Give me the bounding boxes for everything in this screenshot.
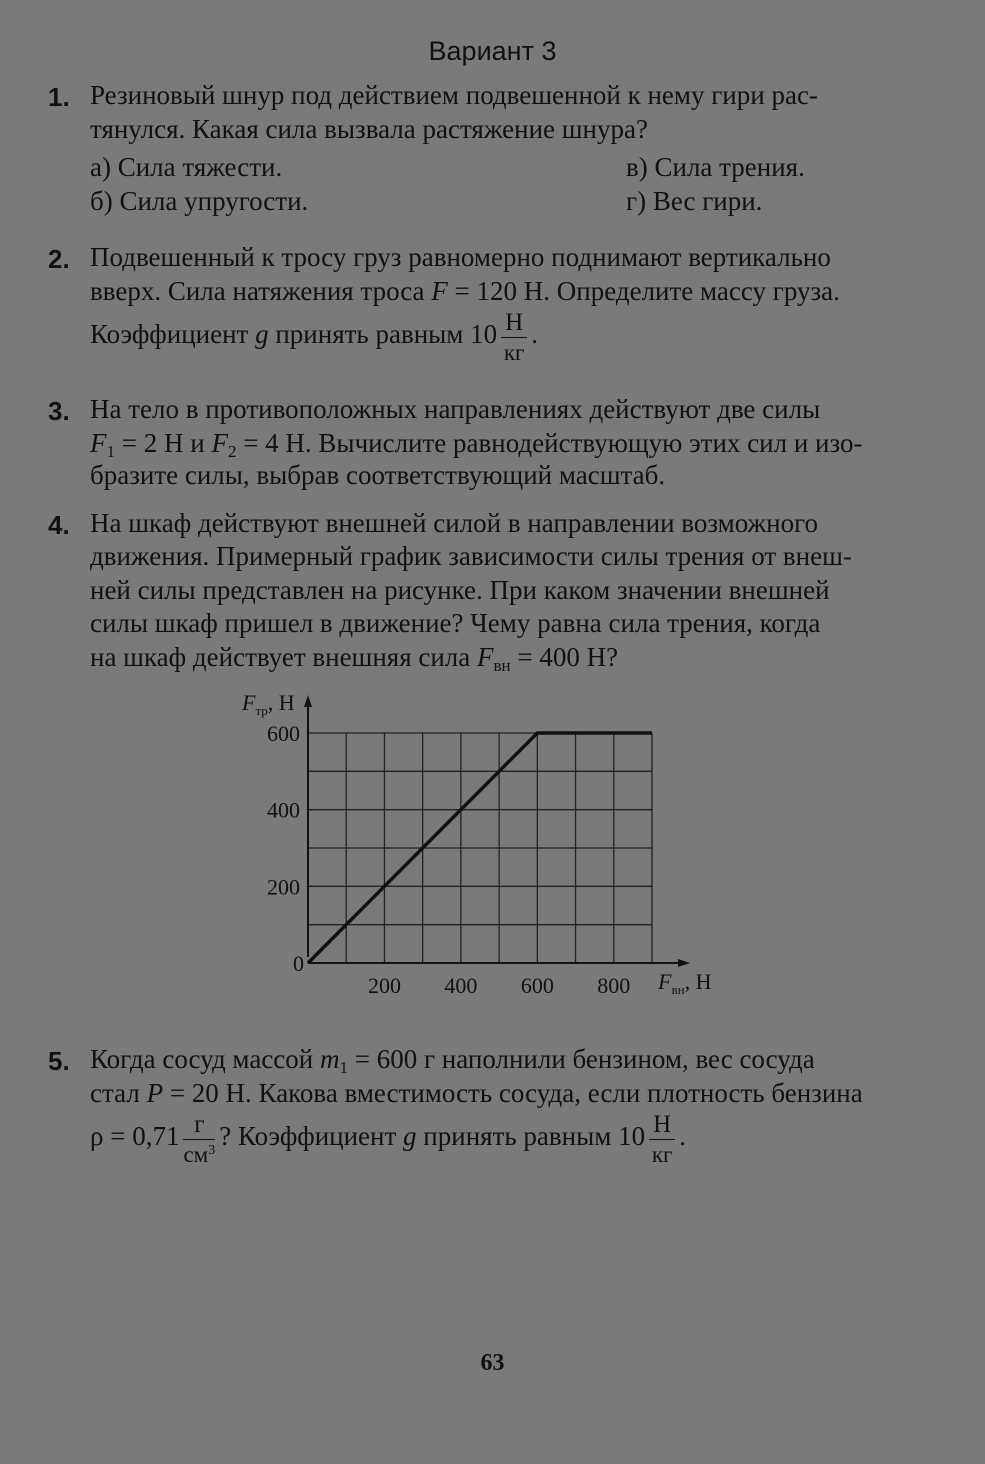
question-1-option-b: б) Сила упругости.	[90, 186, 309, 216]
x-tick-label: 400	[444, 973, 478, 998]
page-title: Вариант 3	[428, 36, 557, 66]
question-1-option-v: в) Сила трения.	[626, 152, 805, 182]
question-1-number: 1.	[48, 82, 70, 112]
question-5-number: 5.	[48, 1046, 70, 1076]
y-axis-label: $F_{тр}$, Н	[242, 690, 295, 718]
question-2-number: 2.	[48, 244, 70, 274]
question-3-text-line2: $F_1 = 2$ Н и $F_2 = 4$ Н. Вычислите равнодействующую этих сил и изо-	[90, 428, 863, 461]
question-2-text-line3: Коэффициент g принять равным 10 $\frac{Н}{кг}$ .	[90, 309, 538, 365]
question-1-option-a: а) Сила тяжести.	[90, 152, 283, 182]
x-axis-label: $F_{вн}$, Н	[658, 969, 712, 997]
question-1-text-line1: Резиновый шнур под действием подвешенной к нему гири рас-	[90, 80, 818, 110]
unit-fraction-n-per-kg: $\frac{Н}{кг}$	[501, 310, 527, 364]
question-4-text-line2: движения. Примерный график зависимости силы трения от внеш-	[90, 541, 852, 571]
question-3-number: 3.	[48, 396, 70, 426]
question-5-text-line1: Когда сосуд массой $m_1 = 600$ г наполнили бензином, вес сосуда	[90, 1044, 815, 1077]
x-axis-arrow	[678, 959, 690, 967]
y-tick-label: 0	[293, 951, 304, 976]
friction-force-chart	[230, 685, 750, 1005]
unit-fraction-n-per-kg: $\frac{Н}{кг}$	[649, 1112, 675, 1166]
question-1-option-g: г) Вес гири.	[626, 186, 763, 216]
page-number: 63	[480, 1350, 505, 1376]
question-4-text-line3: ней силы представлен на рисунке. При каком значении внешней	[90, 575, 830, 605]
x-tick-label: 600	[520, 973, 554, 998]
question-5-text-line2: стал P = 20 Н. Какова вместимость сосуда, если плотность бензина	[90, 1078, 863, 1108]
question-5-text-line3: ρ = 0,71 $\frac{г}{см^3}$ ? Коэффициент g принять равным 10 $\frac{Н}{кг}$ .	[90, 1111, 686, 1167]
y-tick-label: 400	[267, 797, 300, 823]
question-4-number: 4.	[48, 510, 70, 540]
question-3-text-line1: На тело в противоположных направлениях действуют две силы	[90, 394, 821, 424]
question-2-text-line1: Подвешенный к тросу груз равномерно поднимают вертикально	[90, 242, 831, 272]
question-4-text-line5: на шкаф действует внешняя сила $F_{вн} = 400$ Н?	[90, 642, 619, 675]
question-4-text-line1: На шкаф действуют внешней силой в направлении возможного	[90, 508, 819, 538]
question-2-text-line2: вверх. Сила натяжения троса F = 120 Н. Определите массу груза.	[90, 276, 840, 306]
question-3-text-line3: бразите силы, выбрав соответствующий масштаб.	[90, 460, 666, 490]
y-tick-label: 600	[267, 721, 300, 746]
density-unit-fraction: $\frac{г}{см^3}$	[183, 1111, 216, 1167]
y-axis-arrow	[304, 695, 312, 707]
y-tick-label: 200	[267, 874, 300, 900]
x-tick-label: 200	[367, 973, 401, 998]
question-1-text-line2: тянулся. Какая сила вызвала растяжение шнура?	[90, 114, 648, 144]
question-4-text-line4: силы шкаф пришел в движение? Чему равна сила трения, когда	[90, 608, 821, 638]
x-tick-label: 800	[597, 973, 631, 998]
